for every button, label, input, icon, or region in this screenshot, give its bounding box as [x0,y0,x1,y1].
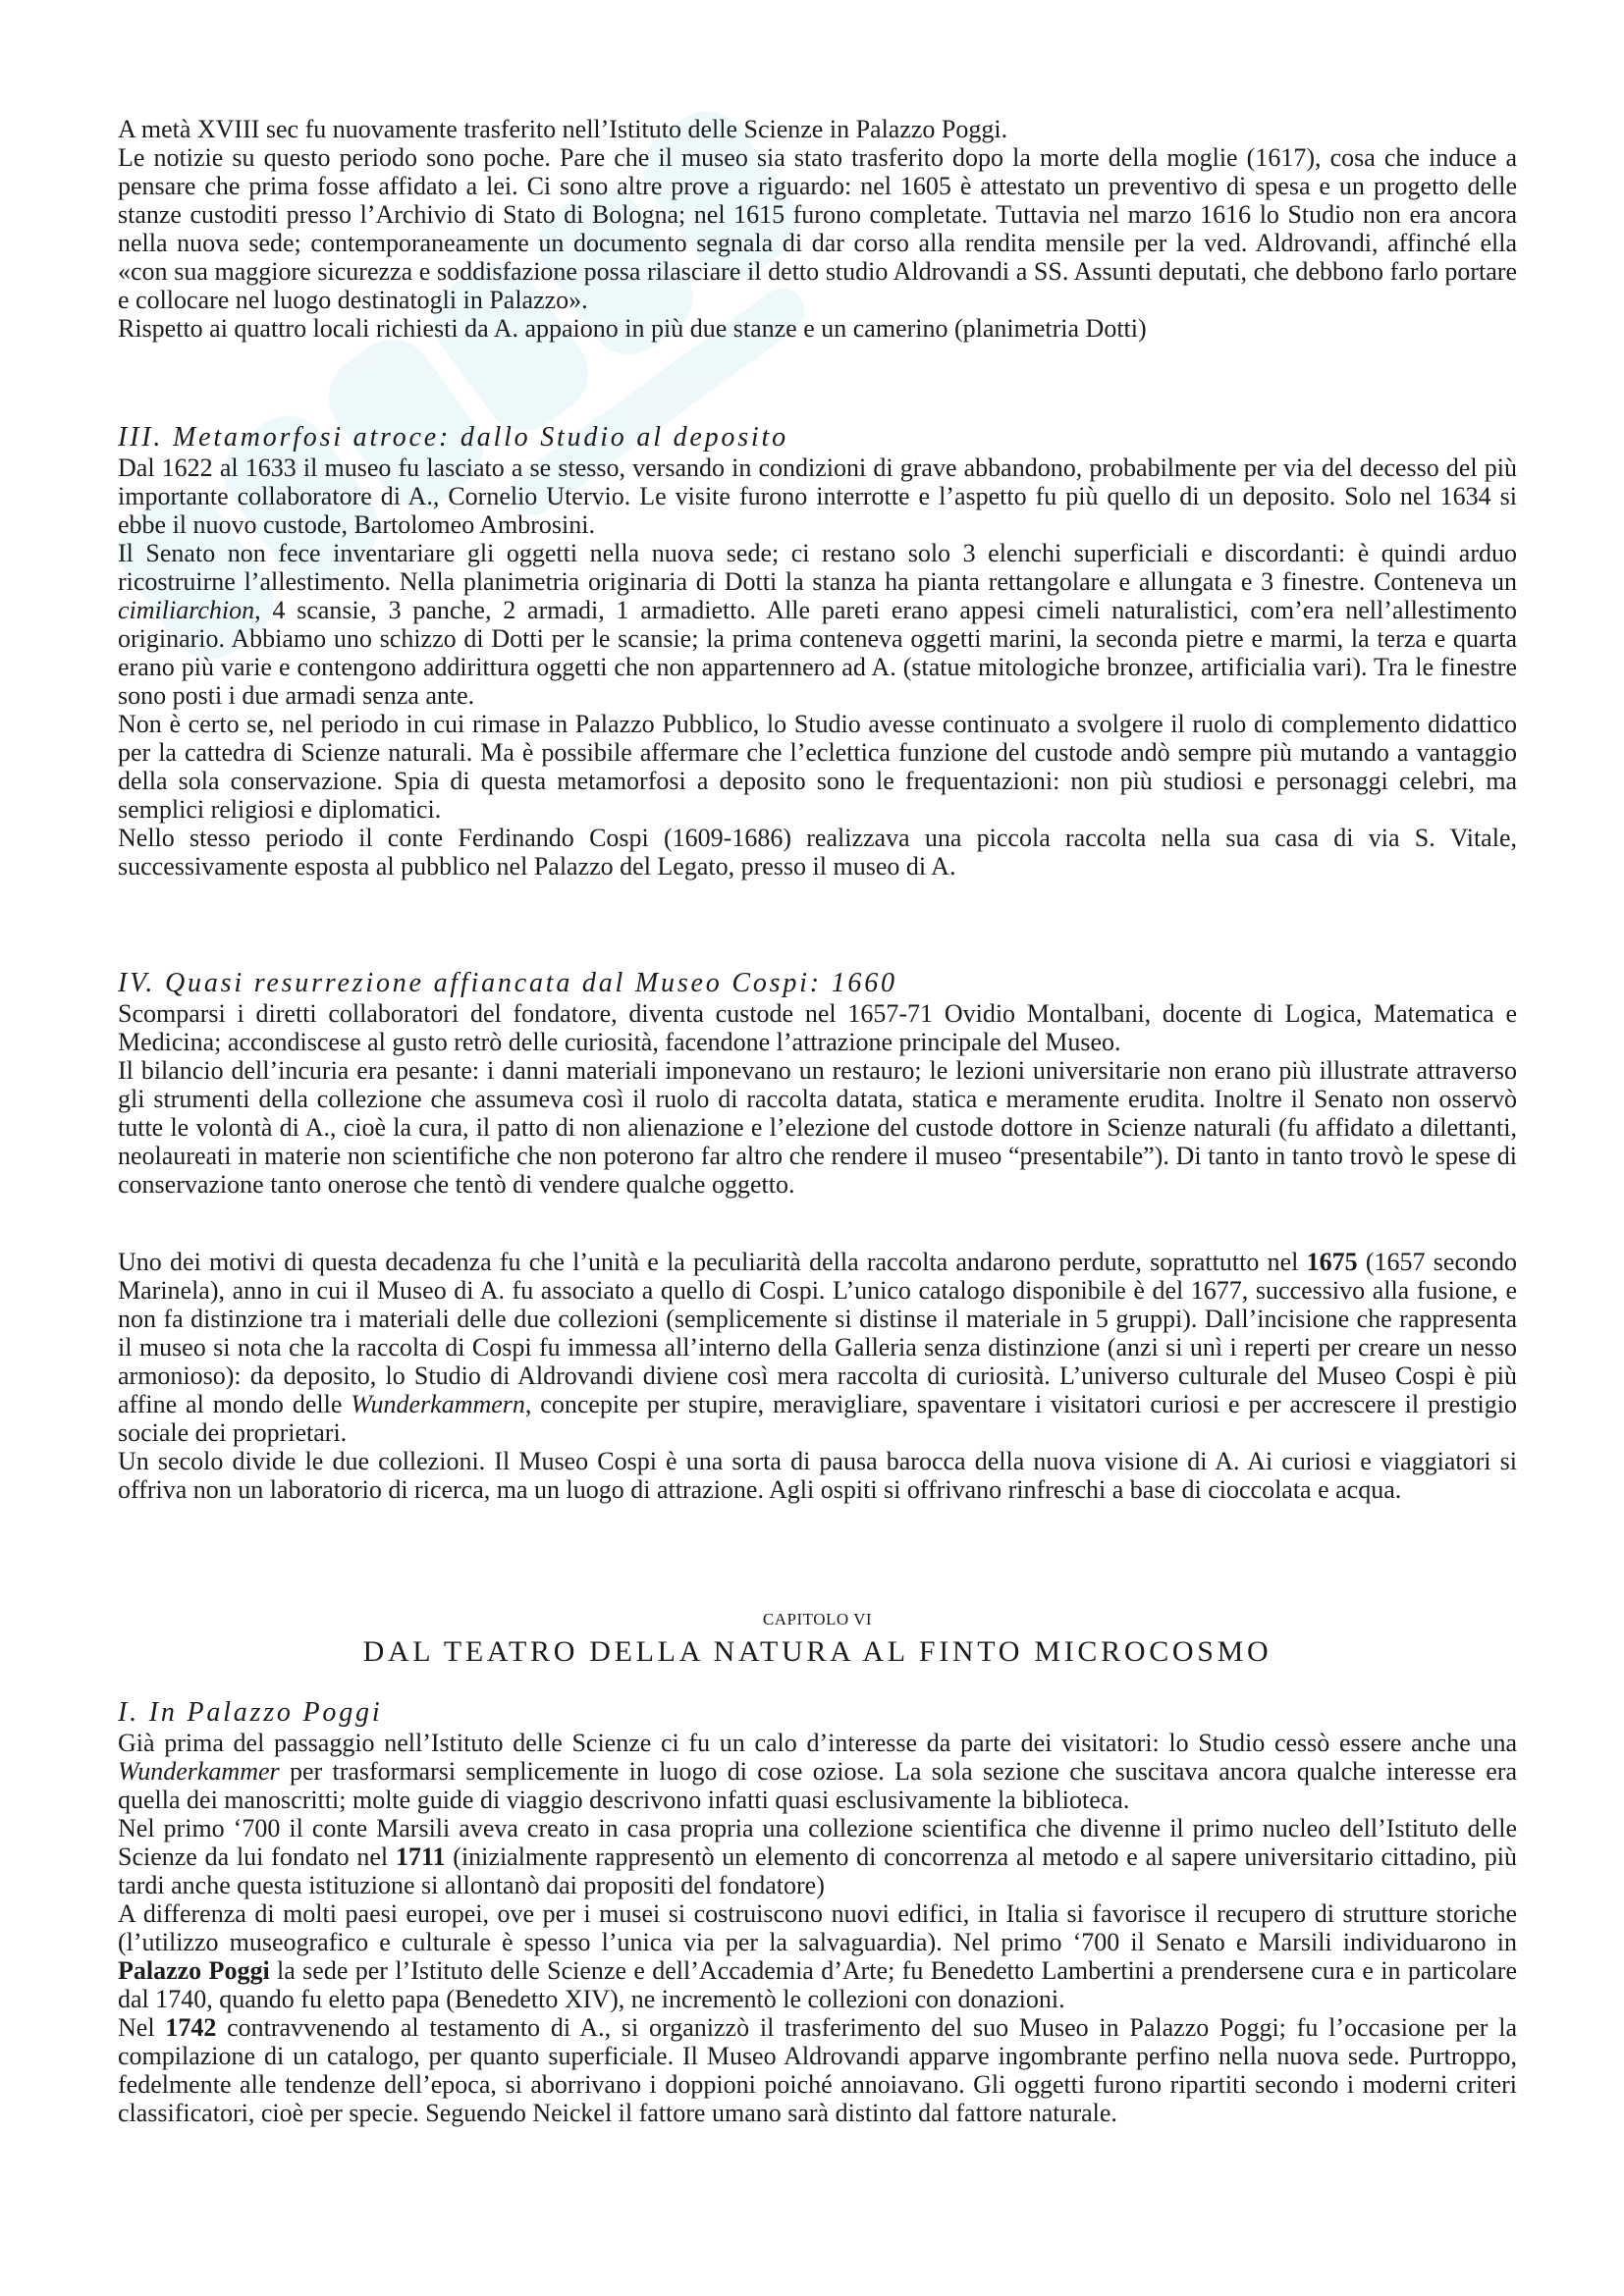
paragraph: Un secolo divide le due collezioni. Il Museo Cospi è una sorta di pausa barocca della nuova visione di A. Ai curiosi e viaggiatori si offriva non un laboratorio di ricerca, ma un luogo di attrazione. Agli ospiti si offrivano rinfreschi a base di cioccolata e acqua. [118,1447,1517,1504]
paragraph: Dal 1622 al 1633 il museo fu lasciato a se stesso, versando in condizioni di grave abbandono, probabilmente per via del decesso del più importante collaboratore di A., Cornelio Utervio. Le visite furono interrotte e l’aspetto fu più quello di un deposito. Solo nel 1634 si ebbe il nuovo custode, Bartolomeo Ambrosini. [118,454,1517,539]
text-run: Nel [118,2013,166,2042]
paragraph: Rispetto ai quattro locali richiesti da A. appaiono in più due stanze e un camerino (planimetria Dotti) [118,314,1147,343]
italic-term: Wunderkammern [351,1390,525,1418]
text-run: la sede per l’Istituto delle Scienze e dell’Accademia d’Arte; fu Benedetto Lambertini a prendersene cura e in particolare dal 1740, quando fu eletto papa (Benedetto XIV), ne incrementò le collezioni con donazioni. [118,1956,1518,2013]
paragraph: A metà XVIII sec fu nuovamente trasferito nell’Istituto delle Scienze in Palazzo Poggi. [118,115,1008,143]
paragraph: Il bilancio dell’incuria era pesante: i danni materiali imponevano un restauro; le lezioni universitarie non erano più illustrate attraverso gli strumenti della collezione che assumeva così il ruolo di raccolta datata, statica e meramente erudita. Inoltre il Senato non osservò tutte le volontà di A., cioè la cura, il patto di non alienazione e l’elezione del custode dottore in Scienze naturali (fu affidato a dilettanti, neolaureati in materie non scientifiche che non poterono far altro che rendere il museo “presentabile”). Di tanto in tanto trovò le spese di conservazione tanto onerose che tentò di vendere qualche oggetto. [118,1056,1517,1199]
paragraph [118,1729,1517,1814]
paragraph [118,539,1517,710]
bold-year: 1711 [395,1842,446,1871]
section-heading: III. Metamorfosi atroce: dallo Studio al deposito [118,422,788,453]
text-run: Uno dei motivi di questa decadenza fu che l’unità e la peculiarità della raccolta andarono perdute, soprattutto nel [118,1248,1307,1276]
paragraph: Le notizie su questo periodo sono poche. Pare che il museo sia stato trasferito dopo la morte della moglie (1617), cosa che induce a pensare che prima fosse affidato a lei. Ci sono altre prove a riguardo: nel 1605 è attestato un preventivo di spesa e un progetto delle stanze custoditi presso l’Archivio di Stato di Bologna; nel 1615 furono completate. Tuttavia nel marzo 1616 lo Studio non era ancora nella nuova sede; contemporaneamente un documento segnala di dar corso alla rendita mensile per la ved. Aldrovandi, affinché ella «con sua maggiore sicurezza e soddisfazione possa rilasciare il detto studio Aldrovandi a SS. Assunti deputati, che debbono farlo portare e collocare nel luogo destinatogli in Palazzo». [118,143,1517,314]
text-run: (inizialmente rappresentò un elemento di concorrenza al metodo e al sapere universitario cittadino, più tardi anche questa istituzione si allontanò dai propositi del fondatore) [118,1842,1517,1899]
bold-year: 1742 [165,2013,217,2042]
text-run: , concepite per stupire, meravigliare, spaventare i visitatori curiosi e per accrescere il prestigio sociale dei proprietari. [118,1390,1517,1447]
bold-place: Palazzo Poggi [118,1956,270,1985]
italic-term: Wunderkammer [118,1757,280,1786]
intro-section [118,115,1517,343]
section-heading: IV. Quasi resurrezione affiancata dal Museo Cospi: 1660 [118,968,897,998]
paragraph: Non è certo se, nel periodo in cui rimase in Palazzo Pubblico, lo Studio avesse continuato a svolgere il ruolo di complemento didattico per la cattedra di Scienze naturali. Ma è possibile affermare che l’eclettica funzione del custode andò sempre più mutando a vantaggio della sola conservazione. Spia di questa metamorfosi a deposito sono le frequentazioni: non più studiosi e personaggi celebri, ma semplici religiosi e diplomatici. [118,710,1517,824]
chapter-label: CAPITOLO VI [762,1610,873,1629]
text-run: contravvenendo al testamento di A., si organizzò il trasferimento del suo Museo in Palazzo Poggi; fu l’occasione per la compilazione di un catalogo, per quanto superficiale. Il Museo Aldrovandi apparve ingombrante perfino nella nuova sede. Purtroppo, fedelmente alle tendenze dell’epoca, si aborrivano i doppioni poiché annoiavano. Gli oggetti furono ripartiti secondo i moderni criteri classificatori, cioè per specie. Seguendo Neickel il fattore umano sarà distinto dal fattore naturale. [118,2013,1517,2127]
chapter-6-section-1 [118,1696,1517,2127]
paragraph [118,1899,1517,2013]
paragraph: Nello stesso periodo il conte Ferdinando Cospi (1609-1686) realizzava una piccola raccolta nella sua casa di via S. Vitale, successivamente esposta al pubblico nel Palazzo del Legato, presso il museo di A. [118,824,1517,881]
chapter-title: DAL TEATRO DELLA NATURA AL FINTO MICROCOSMO [362,1635,1272,1668]
section-3 [118,421,1517,881]
paragraph [118,1248,1517,1447]
text-run: Nel primo ‘700 il conte Marsili aveva creato in casa propria una collezione scientifica che divenne il primo nucleo dell’Istituto delle Scienze da lui fondato nel [118,1814,1517,1871]
text-run: per trasformarsi semplicemente in luogo di cose oziose. La sola sezione che suscitava ancora qualche interesse era quella dei manoscritti; molte guide di viaggio descrivono infatti quasi esclusivamente la biblioteca. [118,1757,1517,1814]
text-run: (1657 secondo Marinela), anno in cui il Museo di A. fu associato a quello di Cospi. L’unico catalogo disponibile è del 1677, successivo alla fusione, e non fa distinzione tra i materiali delle due collezioni (semplicemente si distinse il materiale in 5 gruppi). Dall’incisione che rappresenta il museo si nota che la raccolta di Cospi fu immessa all’interno della Galleria senza distinzione (anzi si unì i reperti per creare un nesso armonioso): da deposito, lo Studio di Aldrovandi diviene così mera raccolta di curiosità. L’universo culturale del Museo Cospi è più affine al mondo delle [118,1248,1517,1418]
text-run: A differenza di molti paesi europei, ove per i musei si costruiscono nuovi edifici, in Italia si favorisce il recupero di strutture storiche (l’utilizzo museografico e culturale è spesso l’unica via per la salvaguardia). Nel primo ‘700 il Senato e Marsili individuarono in [118,1899,1517,1956]
section-4-continued [118,1248,1517,1504]
text-run: Già prima del passaggio nell’Istituto delle Scienze ci fu un calo d’interesse da parte dei visitatori: lo Studio cessò essere anche una [118,1729,1517,1757]
bold-year: 1675 [1306,1248,1358,1276]
section-heading: I. In Palazzo Poggi [118,1697,383,1728]
text-run: , 4 scansie, 3 panche, 2 armadi, 1 armadietto. Alle pareti erano appesi cimeli naturalistici, com’era nell’allestimento originario. Abbiamo uno schizzo di Dotti per le scansie; la prima conteneva oggetti marini, la seconda pietre e marmi, la terza e quarta erano più varie e contengono addirittura oggetti che non appartennero ad A. (statue mitologiche bronzee, artificialia vari). Tra le finestre sono posti i due armadi senza ante. [118,596,1517,710]
text-run: Il Senato non fece inventariare gli oggetti nella nuova sede; ci restano solo 3 elenchi superficiali e discordanti: è quindi arduo ricostruirne l’allestimento. Nella planimetria originaria di Dotti la stanza ha pianta rettangolare e allungata e 3 finestre. Conteneva un [118,539,1517,596]
italic-term: cimiliarchion [118,596,255,624]
section-4 [118,967,1517,1199]
paragraph [118,1814,1517,1899]
paragraph [118,2013,1517,2127]
paragraph: Scomparsi i diretti collaboratori del fondatore, diventa custode nel 1657-71 Ovidio Montalbani, docente di Logica, Matematica e Medicina; accondiscese al gusto retrò delle curiosità, facendone l’attrazione principale del Museo. [118,999,1517,1056]
